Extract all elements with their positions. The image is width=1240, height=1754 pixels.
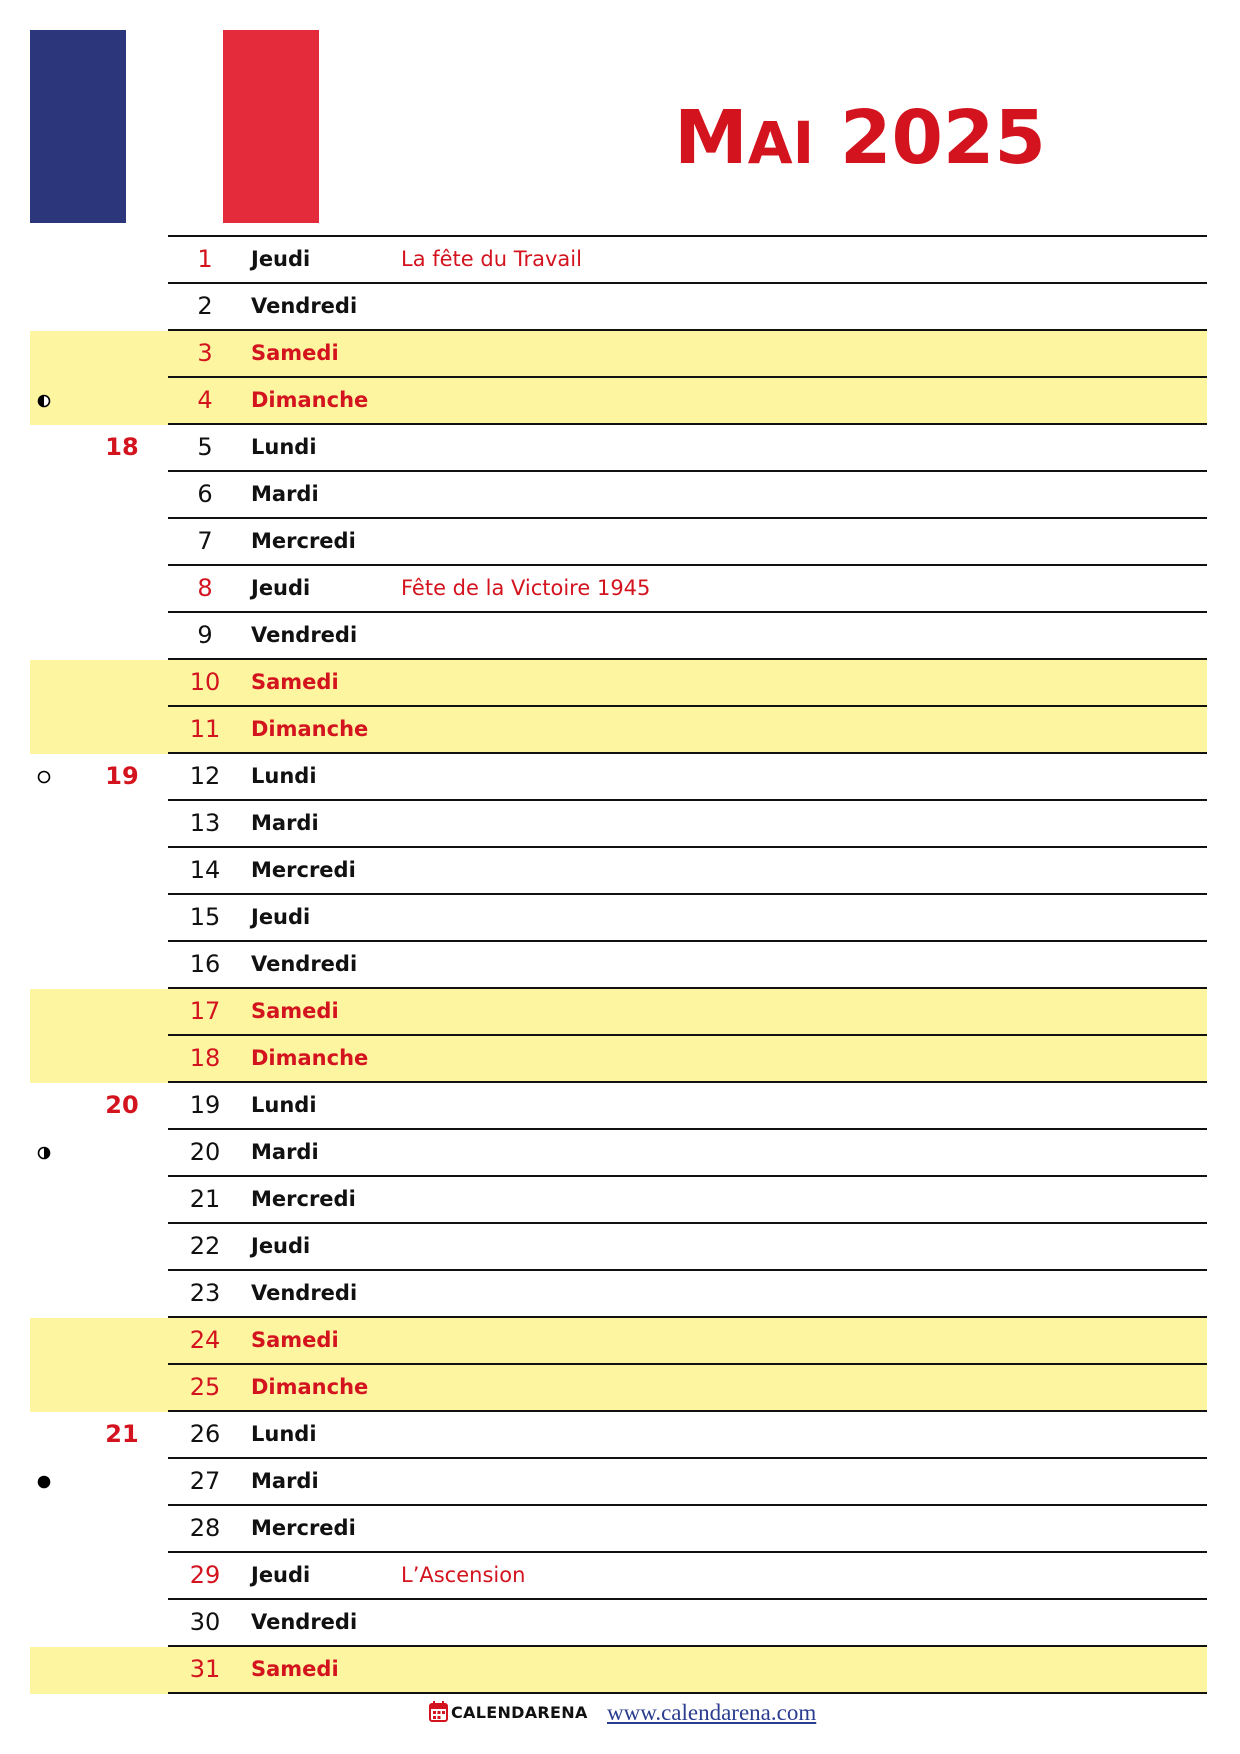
weekend-highlight-left xyxy=(30,1036,168,1083)
weekday-name: Jeudi xyxy=(251,247,311,271)
day-number: 31 xyxy=(189,1655,221,1683)
day-number: 17 xyxy=(189,997,221,1025)
day-number: 6 xyxy=(197,480,213,508)
website-link[interactable]: www.calendarena.com xyxy=(607,1700,817,1725)
weekday-name: Mercredi xyxy=(251,529,356,553)
weekday-name: Mardi xyxy=(251,482,319,506)
brand-name: CALENDARENA xyxy=(451,1703,588,1722)
weekday-name: Mercredi xyxy=(251,1187,356,1211)
day-row xyxy=(0,801,1240,848)
week-number: 18 xyxy=(105,433,139,461)
weekday-name: Dimanche xyxy=(251,1375,369,1399)
weekday-name: Vendredi xyxy=(251,294,358,318)
weekday-name: Mercredi xyxy=(251,1516,356,1540)
day-row xyxy=(0,1600,1240,1647)
day-number: 26 xyxy=(189,1420,221,1448)
row-divider xyxy=(168,1692,1207,1694)
day-row xyxy=(0,1130,1240,1177)
day-row xyxy=(0,1412,1240,1459)
day-row xyxy=(0,1224,1240,1271)
flag-red-stripe xyxy=(223,30,319,223)
day-number: 29 xyxy=(189,1561,221,1589)
day-row xyxy=(0,613,1240,660)
day-number: 3 xyxy=(197,339,213,367)
weekend-highlight-left xyxy=(30,1318,168,1365)
day-number: 9 xyxy=(197,621,213,649)
day-number: 30 xyxy=(189,1608,221,1636)
day-row xyxy=(0,707,1240,754)
day-number: 22 xyxy=(189,1232,221,1260)
day-row xyxy=(0,942,1240,989)
weekday-name: Vendredi xyxy=(251,952,358,976)
day-row xyxy=(0,425,1240,472)
weekday-name: Vendredi xyxy=(251,1281,358,1305)
weekend-highlight-left xyxy=(30,1647,168,1694)
day-number: 19 xyxy=(189,1091,221,1119)
day-row xyxy=(0,895,1240,942)
weekday-name: Samedi xyxy=(251,999,339,1023)
day-row xyxy=(0,1459,1240,1506)
day-row xyxy=(0,1318,1240,1365)
page-title xyxy=(640,88,1080,193)
day-row xyxy=(0,237,1240,284)
weekday-name: Lundi xyxy=(251,764,317,788)
weekday-name: Jeudi xyxy=(251,1563,311,1587)
weekend-highlight-left xyxy=(30,1365,168,1412)
weekday-name: Mercredi xyxy=(251,858,356,882)
day-number: 21 xyxy=(189,1185,221,1213)
calendar-icon xyxy=(429,1701,448,1722)
day-number: 27 xyxy=(189,1467,221,1495)
day-row xyxy=(0,1647,1240,1694)
day-row xyxy=(0,660,1240,707)
day-number: 24 xyxy=(189,1326,221,1354)
day-number: 13 xyxy=(189,809,221,837)
day-number: 10 xyxy=(189,668,221,696)
flag-blue-stripe xyxy=(30,30,126,223)
day-number: 5 xyxy=(197,433,213,461)
weekend-highlight-left xyxy=(30,989,168,1036)
full-moon-icon xyxy=(37,770,51,784)
weekend-highlight-left xyxy=(30,707,168,754)
day-number: 11 xyxy=(189,715,221,743)
day-row xyxy=(0,1271,1240,1318)
weekday-name: Dimanche xyxy=(251,1046,369,1070)
day-row xyxy=(0,1365,1240,1412)
weekday-name: Mardi xyxy=(251,1140,319,1164)
day-row xyxy=(0,1083,1240,1130)
title-initial: M xyxy=(674,95,748,181)
day-row xyxy=(0,519,1240,566)
holiday-label: La fête du Travail xyxy=(401,247,582,271)
day-number: 4 xyxy=(197,386,213,414)
day-row xyxy=(0,1506,1240,1553)
day-number: 2 xyxy=(197,292,213,320)
weekday-name: Samedi xyxy=(251,1328,339,1352)
weekday-name: Samedi xyxy=(251,1657,339,1681)
day-row xyxy=(0,754,1240,801)
day-row xyxy=(0,566,1240,613)
holiday-label: L’Ascension xyxy=(401,1563,526,1587)
weekday-name: Vendredi xyxy=(251,1610,358,1634)
day-row xyxy=(0,472,1240,519)
weekday-name: Mardi xyxy=(251,1469,319,1493)
weekday-name: Dimanche xyxy=(251,717,369,741)
new-moon-icon xyxy=(37,1475,51,1489)
weekday-name: Lundi xyxy=(251,435,317,459)
day-list xyxy=(0,237,1240,1694)
weekday-name: Jeudi xyxy=(251,576,311,600)
day-number: 14 xyxy=(189,856,221,884)
weekday-name: Vendredi xyxy=(251,623,358,647)
day-number: 20 xyxy=(189,1138,221,1166)
weekend-highlight-left xyxy=(30,660,168,707)
day-number: 7 xyxy=(197,527,213,555)
weekday-name: Mardi xyxy=(251,811,319,835)
day-row xyxy=(0,848,1240,895)
weekday-name: Jeudi xyxy=(251,1234,311,1258)
weekday-name: Jeudi xyxy=(251,905,311,929)
weekday-name: Dimanche xyxy=(251,388,369,412)
day-number: 8 xyxy=(197,574,213,602)
week-number: 20 xyxy=(105,1091,139,1119)
day-number: 12 xyxy=(189,762,221,790)
day-number: 1 xyxy=(197,245,213,273)
first-quarter-moon-icon xyxy=(37,394,51,408)
day-number: 23 xyxy=(189,1279,221,1307)
last-quarter-moon-icon xyxy=(37,1146,51,1160)
weekday-name: Samedi xyxy=(251,670,339,694)
day-number: 28 xyxy=(189,1514,221,1542)
day-row xyxy=(0,378,1240,425)
day-row xyxy=(0,989,1240,1036)
day-number: 15 xyxy=(189,903,221,931)
footer xyxy=(0,1696,1240,1730)
weekend-highlight-left xyxy=(30,331,168,378)
day-number: 25 xyxy=(189,1373,221,1401)
title-rest: AI xyxy=(747,109,815,177)
day-row xyxy=(0,331,1240,378)
day-row xyxy=(0,1553,1240,1600)
day-row xyxy=(0,1036,1240,1083)
weekday-name: Lundi xyxy=(251,1422,317,1446)
weekday-name: Lundi xyxy=(251,1093,317,1117)
day-row xyxy=(0,1177,1240,1224)
day-number: 18 xyxy=(189,1044,221,1072)
week-number: 19 xyxy=(105,762,139,790)
day-row xyxy=(0,284,1240,331)
week-number: 21 xyxy=(105,1420,139,1448)
day-number: 16 xyxy=(189,950,221,978)
weekday-name: Samedi xyxy=(251,341,339,365)
holiday-label: Fête de la Victoire 1945 xyxy=(401,576,651,600)
title-year: 2025 xyxy=(839,95,1046,181)
